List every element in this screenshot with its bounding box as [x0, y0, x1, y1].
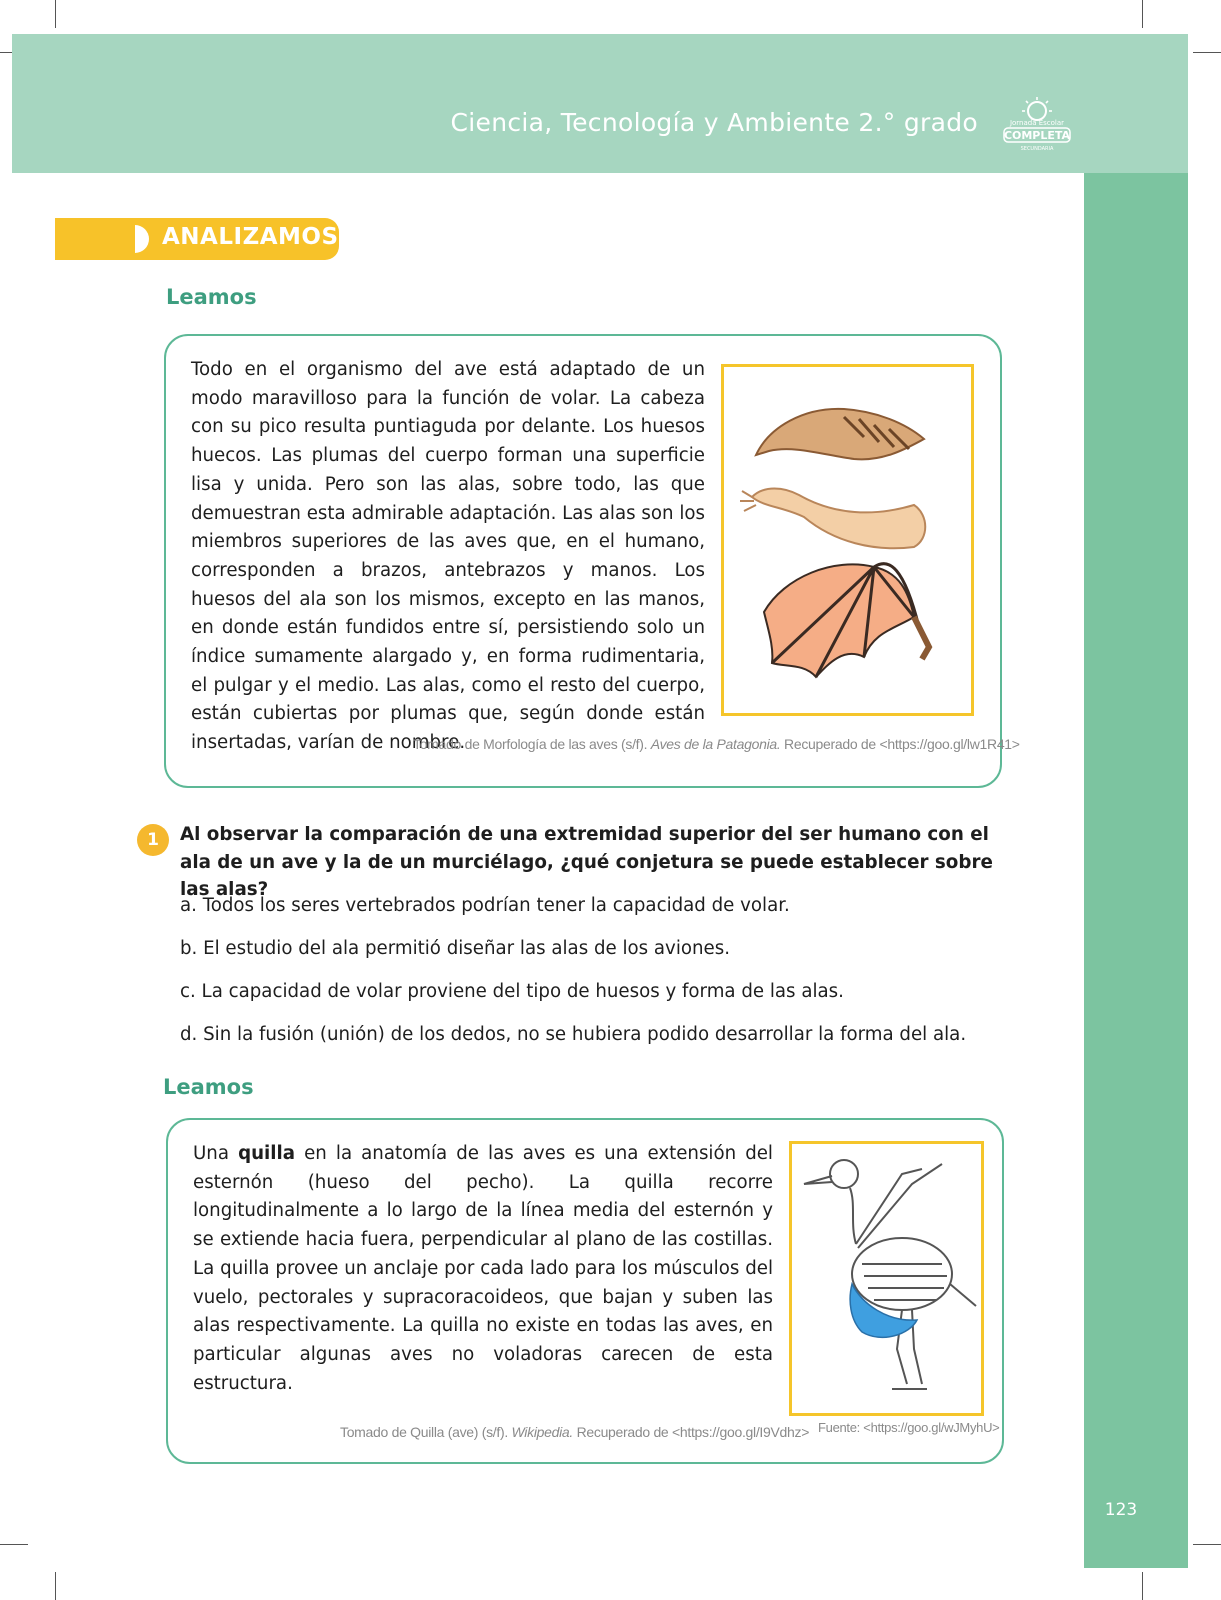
crop-mark [55, 0, 56, 28]
answer-option-c: c. La capacidad de volar proviene del tipo de huesos y forma de las alas. [180, 981, 844, 1002]
reading-heading: Leamos [166, 285, 257, 309]
reading-paragraph-2: Una quilla en la anatomía de las aves es una extensión del esternón (hueso del pecho). La quilla recorre longitudinalmente a lo largo de la línea media del esternón y se extiende hacia fuera, perpendicular al plano de las costillas. La quilla provee un anclaje por cada lado para los músculos del vuelo, pectorales y supracoracoideos, que bajan y suben las alas respectivamente. La quilla no existe en todas las aves, en particular algunas aves no voladoras carecen de esta estructura. [193, 1143, 773, 1394]
crop-mark [1142, 0, 1143, 28]
question-number-badge: 1 [137, 824, 169, 856]
crop-mark [1142, 1572, 1143, 1600]
crop-mark [1193, 52, 1221, 53]
side-bar [1084, 173, 1188, 1568]
wing-arm-illustration [724, 367, 971, 713]
jornada-escolar-logo [998, 95, 1076, 155]
answer-option-a: a. Todos los seres vertebrados podrían tener la capacidad de volar. [180, 895, 790, 916]
crop-mark [1193, 1544, 1221, 1545]
bird-skeleton-illustration [792, 1144, 981, 1413]
svg-text:COMPLETA: COMPLETA [1003, 129, 1071, 142]
reading-source-2: Tomado de Quilla (ave) (s/f). Wikipedia. Recuperado de <https://goo.gl/I9Vdhz> [340, 1424, 810, 1440]
reading-source-1: Tomado de Morfología de las aves (s/f). Aves de la Patagonia. Recuperado de <https://goo.gl/lw1R41> [413, 736, 1020, 752]
section-tag-label: ANALIZAMOS [162, 224, 339, 250]
answer-option-b: b. El estudio del ala permitió diseñar las alas de los aviones. [180, 938, 730, 959]
image-source-caption: Fuente: <https://goo.gl/wJMyhU> [818, 1420, 1000, 1435]
svg-text:SECUNDARIA: SECUNDARIA [1020, 146, 1054, 152]
answer-option-d: d. Sin la fusión (unión) de los dedos, no se hubiera podido desarrollar la forma del ala. [180, 1024, 967, 1045]
crop-mark [55, 1572, 56, 1600]
svg-text:Jornada Escolar: Jornada Escolar [1009, 119, 1065, 127]
reading-heading-2: Leamos [163, 1075, 254, 1099]
section-tag-analizamos [55, 218, 339, 260]
tag-notch-icon [135, 225, 149, 253]
page-header-title: Ciencia, Tecnología y Ambiente 2.° grado [450, 108, 978, 137]
page-number: 123 [1104, 1500, 1138, 1520]
reading-paragraph-1: Todo en el organismo del ave está adaptado de un modo maravilloso para la función de volar. La cabeza con su pico resulta puntiaguda por delante. Los huesos huecos. Las plumas del cuerpo forman una superficie lisa y unida. Pero son las alas, sobre todo, las que demuestran esta admirable adaptación. Las alas son los miembros superiores de las aves que, en el humano, corresponden a brazos, antebrazos y manos. Los huesos del ala son los mismos, excepto en las manos, en donde están fundidos entre sí, persistiendo solo un índice sumamente alargado y, en forma rudimentaria, el pulgar y el medio. Las alas, como el resto del cuerpo, están cubiertas por plumas que, según donde están insertadas, varían de nombre. [191, 359, 705, 754]
question-text: Al observar la comparación de una extremidad superior del ser humano con el ala de un ave y la de un murciélago, ¿qué conjetura se puede establecer sobre las alas? [180, 824, 993, 900]
bird-skeleton-image [789, 1141, 984, 1416]
crop-mark [0, 1544, 28, 1545]
limb-comparison-image [721, 364, 974, 716]
